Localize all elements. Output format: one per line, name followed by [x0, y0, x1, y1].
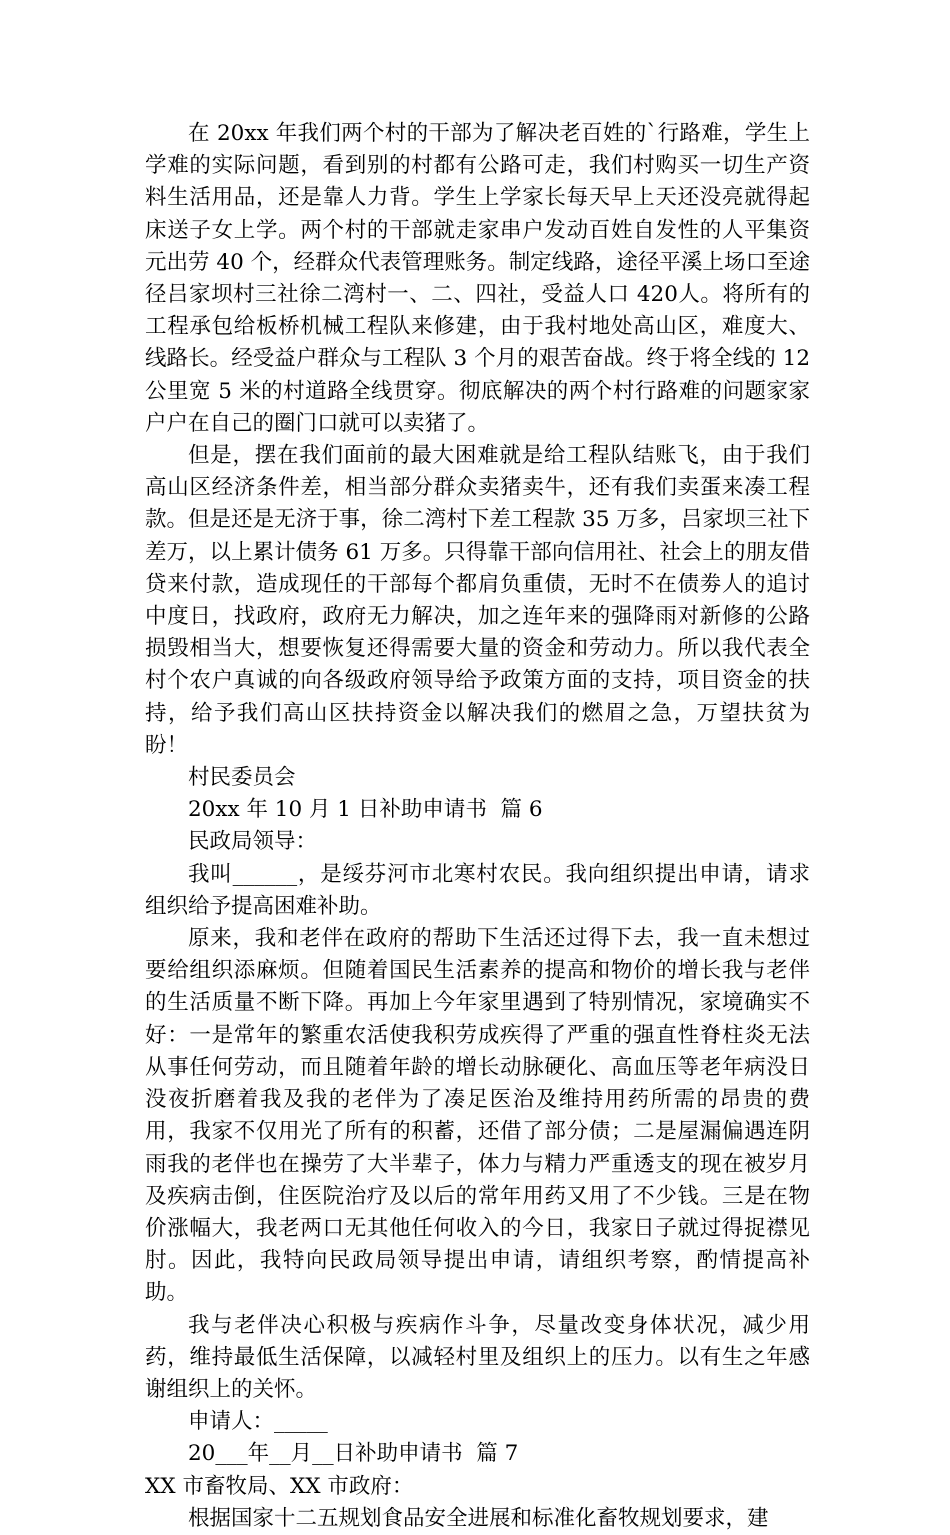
document-page: [145, 118, 817, 1535]
signature-line: 村民委员会: [188, 765, 296, 791]
section-heading-7: 20___年__月__日补助申请书 篇 7: [188, 1441, 519, 1467]
body-paragraph: 我与老伴决心积极与疾病作斗争，尽量改变身体状况，减少用药，维持最低生活保障，以减轻村里及组织上的压力。以有生之年感谢组织上的关怀。: [145, 1312, 810, 1402]
body-paragraph: 原来，我和老伴在政府的帮助下生活还过得下去，我一直未想过要给组织添麻烦。但随着国民生活素养的提高和物价的增长我与老伴的生活质量不断下降。再加上今年家里遇到了特别情况，家境确实不好：一是常年的繁重农活使我积劳成疾得了严重的强直性脊柱炎无法从事任何劳动，而且随着年龄的增长动脉硬化、高血压等老年病没日没夜折磨着我及我的老伴为了凑足医治及维持用药所需的昂贵的费用，我家不仅用光了所有的积蓄，还借了部分债；二是屋漏偏遇连阴雨我的老伴也在操劳了大半辈子，体力与精力严重透支的现在被岁月及疾病击倒，住医院治疗及以后的常年用药又用了不少钱。三是在物价涨幅大，我老两口无其他任何收入的今日，我家日子就过得捉襟见肘。因此，我特向民政局领导提出申请，请组织考察，酌情提高补助。: [145, 926, 810, 1306]
body-paragraph: 根据国家十二五规划食品安全进展和标准化畜牧规划要求，建: [188, 1505, 769, 1531]
applicant-line: 申请人：_____: [188, 1409, 328, 1435]
salutation-7: XX 市畜牧局、XX 市政府：: [145, 1473, 414, 1499]
body-paragraph: 但是，摆在我们面前的最大困难就是给工程队结账飞，由于我们高山区经济条件差，相当部分群众卖猪卖牛，还有我们卖蛋来凑工程款。但是还是无济于事，徐二湾村下差工程款 35 万多，吕家坝三社下差万，以上累计债务 61 万多。只得靠干部向信用社、社会上的朋友借贷来付款，造成现任的干部每个都肩负重债，无时不在债劵人的追讨中度日，找政府，政府无力解决，加之连年来的强降雨对新修的公路损毁相当大，想要恢复还得需要大量的资金和劳动力。所以我代表全村个农户真诚的向各级政府领导给予政策方面的支持，项目资金的扶持，给予我们高山区扶持资金以解决我们的燃眉之急，万望扶贫为盼！: [145, 443, 810, 758]
body-paragraph: 在 20xx 年我们两个村的干部为了解决老百姓的`行路难，学生上学难的实际问题，看到别的村都有公路可走，我们村购买一切生产资料生活用品，还是靠人力背。学生上学家长每天早上天还没亮就得起床送子女上学。两个村的干部就走家串户发动百姓自发性的人平集资元出劳 40 个，经群众代表管理账务。制定线路，途径平溪上场口至途径吕家坝村三社徐二湾村一、二、四社，受益人口 420人。将所有的工程承包给板桥机械工程队来修建，由于我村地处高山区，难度大、线路长。经受益户群众与工程队 3 个月的艰苦奋战。终于将全线的 12 公里宽 5 米的村道路全线贯穿。彻底解决的两个村行路难的问题家家户户在自己的圈门口就可以卖猪了。: [145, 121, 817, 436]
salutation-6: 民政局领导：: [188, 829, 318, 855]
body-paragraph: 我叫______，是绥芬河市北寒村农民。我向组织提出申请，请求组织给予提高困难补助。: [145, 861, 810, 919]
section-heading-6: 20xx 年 10 月 1 日补助申请书 篇 6: [188, 797, 543, 823]
